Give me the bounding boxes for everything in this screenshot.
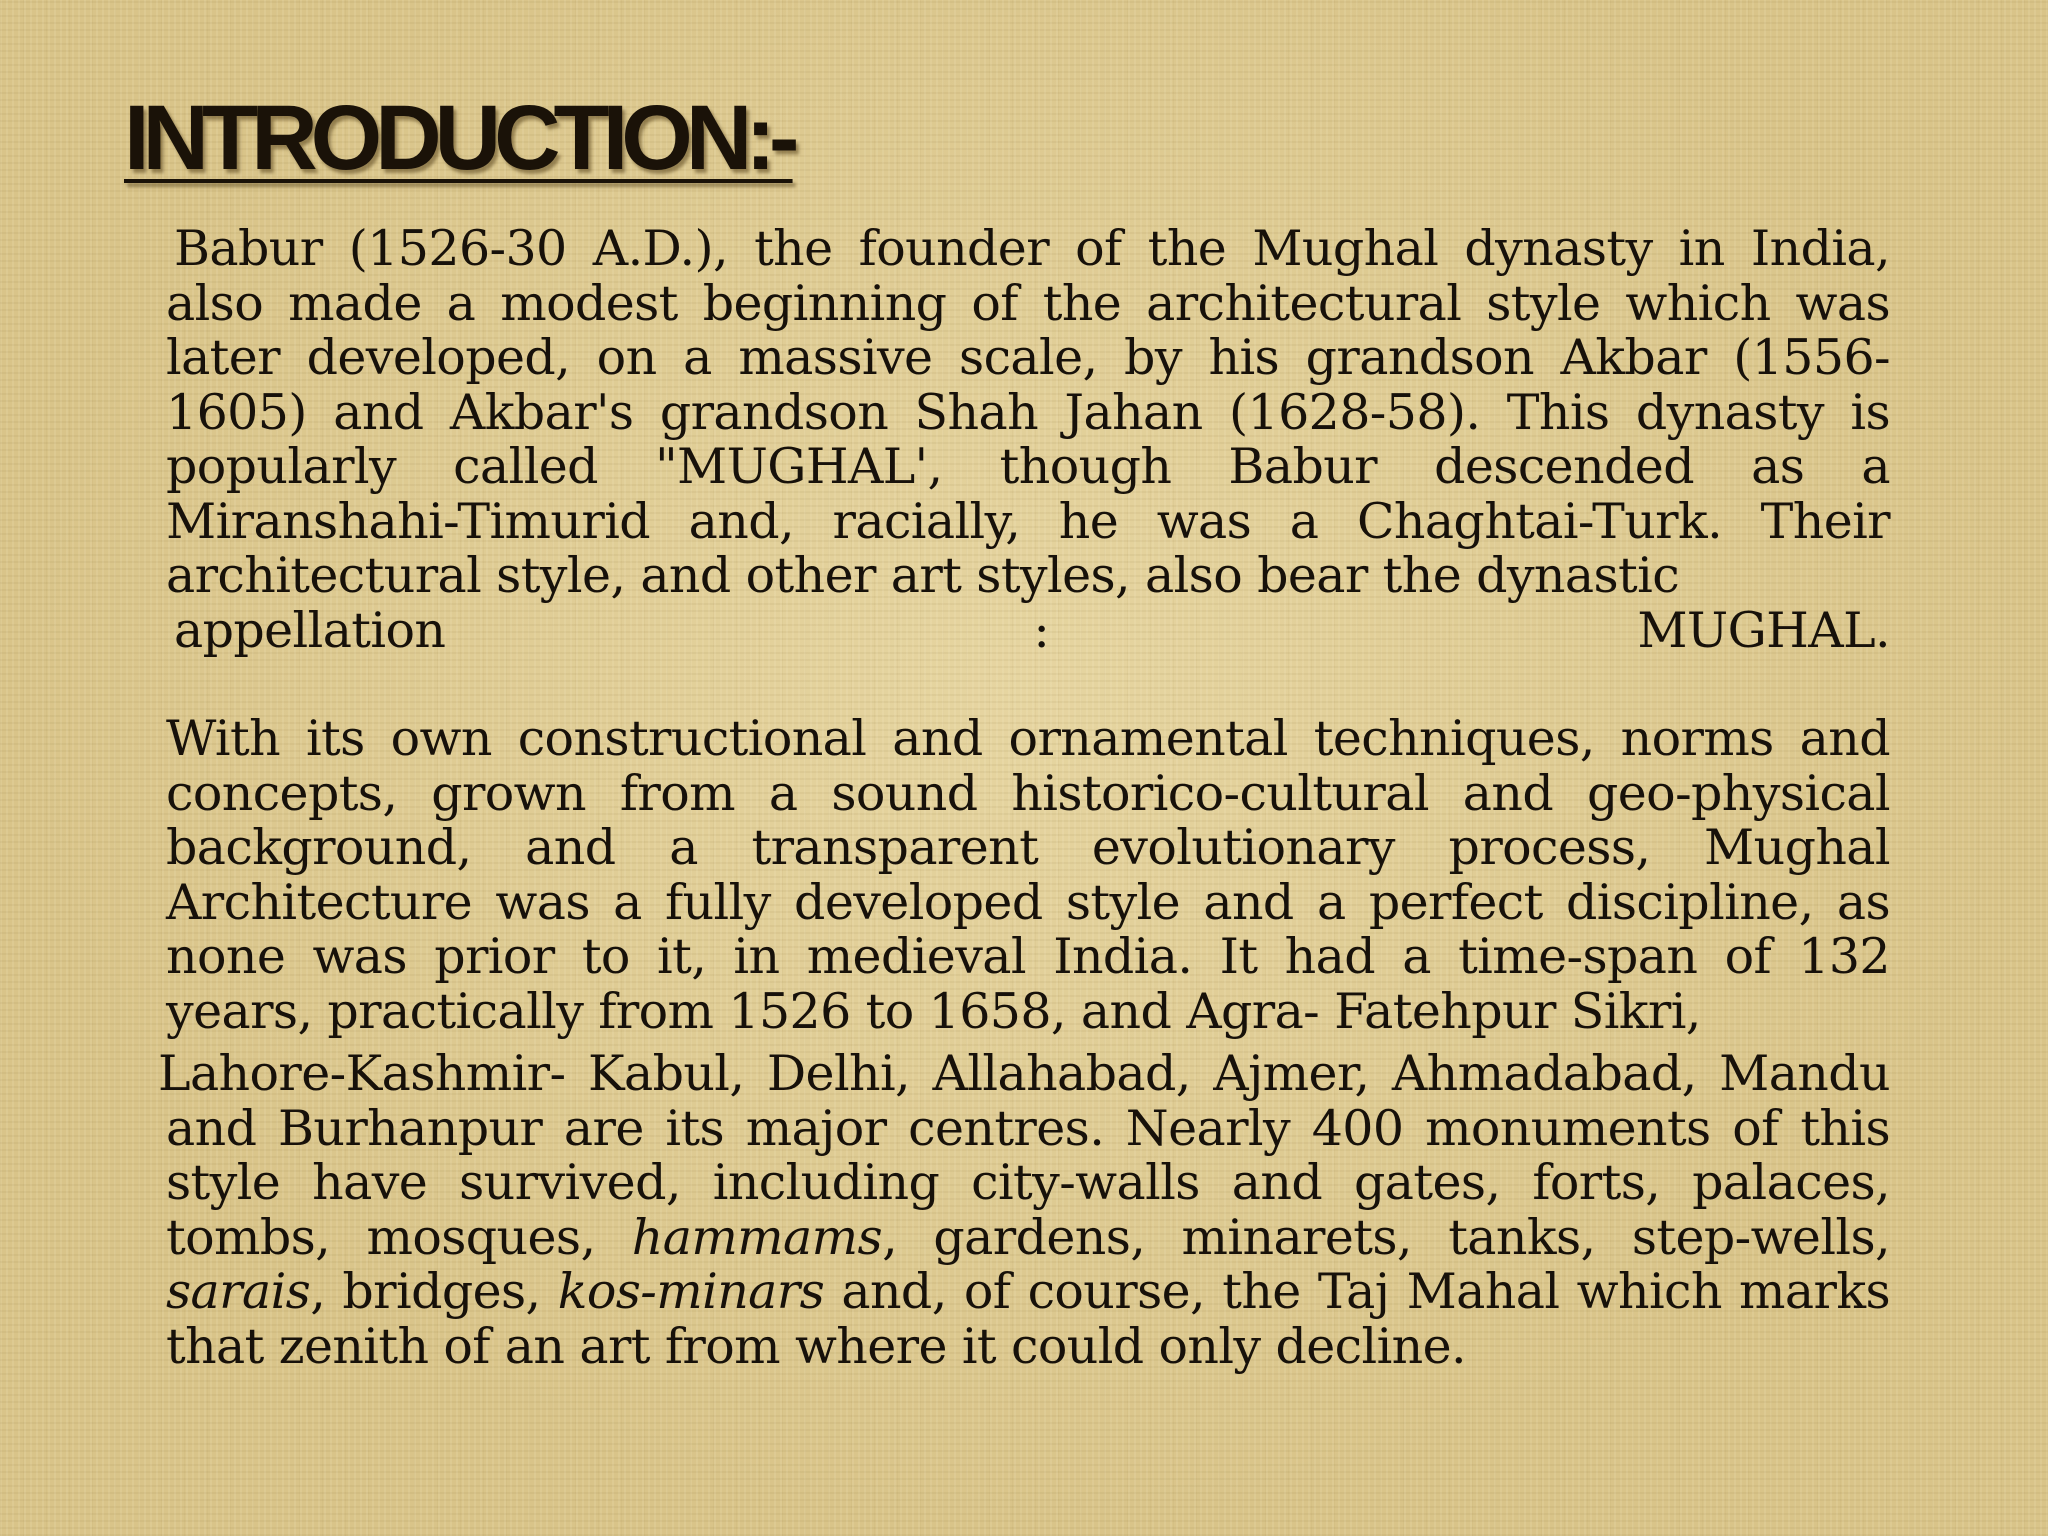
- paragraph-babur-last-line: appellation : MUGHAL.: [174, 601, 1890, 659]
- paragraph-babur-text: Babur (1526-30 A.D.), the founder of the Mughal dynasty in India, also made a modest beginning of the architectural style which was later developed, on a massive scale, by his grandson Akbar (1556-1605) and Akbar's grandson Shah Jahan (1628-58). This dynasty is popularly called "MUGHAL', though Babur descended as a Miranshahi-Timurid and, racially, he was a Chaghtai-Turk. Their architectural style, and other art styles, also bear the dynastic: [166, 220, 1890, 604]
- paragraph-centres-part3: , bridges,: [310, 1263, 558, 1320]
- paragraph-spacer: [166, 658, 1890, 712]
- paragraph-centres: [158, 1045, 1890, 1375]
- term-sarais: sarais: [166, 1263, 311, 1320]
- term-kos-minars: kos-minars: [557, 1263, 825, 1320]
- slide-title: INTRODUCTION:-: [124, 87, 793, 189]
- paragraph-centres-part1: Lahore-Kashmir- Kabul, Delhi, Allahabad, Ajmer, Ahmadabad, Mandu and Burhanpur are its major centres. Nearly 400 monuments of this style have survived, including city-walls and gates, forts, palaces, tombs, mosques,: [158, 1045, 1890, 1266]
- paragraph-centres-part2: , gardens, minarets, tanks, step-wells,: [882, 1208, 1890, 1266]
- paragraph-babur: [166, 222, 1890, 658]
- term-hammams: hammams: [631, 1208, 883, 1266]
- paragraph-techniques: With its own constructional and ornamental techniques, norms and concepts, grown from a sound historico-cultural and geo-physical background, and a transparent evolutionary process, Mughal Architecture was a fully developed style and a perfect discipline, as none was prior to it, in medieval India. It had a time-span of 132 years, practically from 1526 to 1658, and Agra- Fatehpur Sikri,: [166, 710, 1890, 1040]
- body-text: [158, 220, 1890, 1375]
- paragraph-centres-part4: and, of course, the Taj Mahal which marks that zenith of an art from where it could only decline.: [166, 1263, 1890, 1375]
